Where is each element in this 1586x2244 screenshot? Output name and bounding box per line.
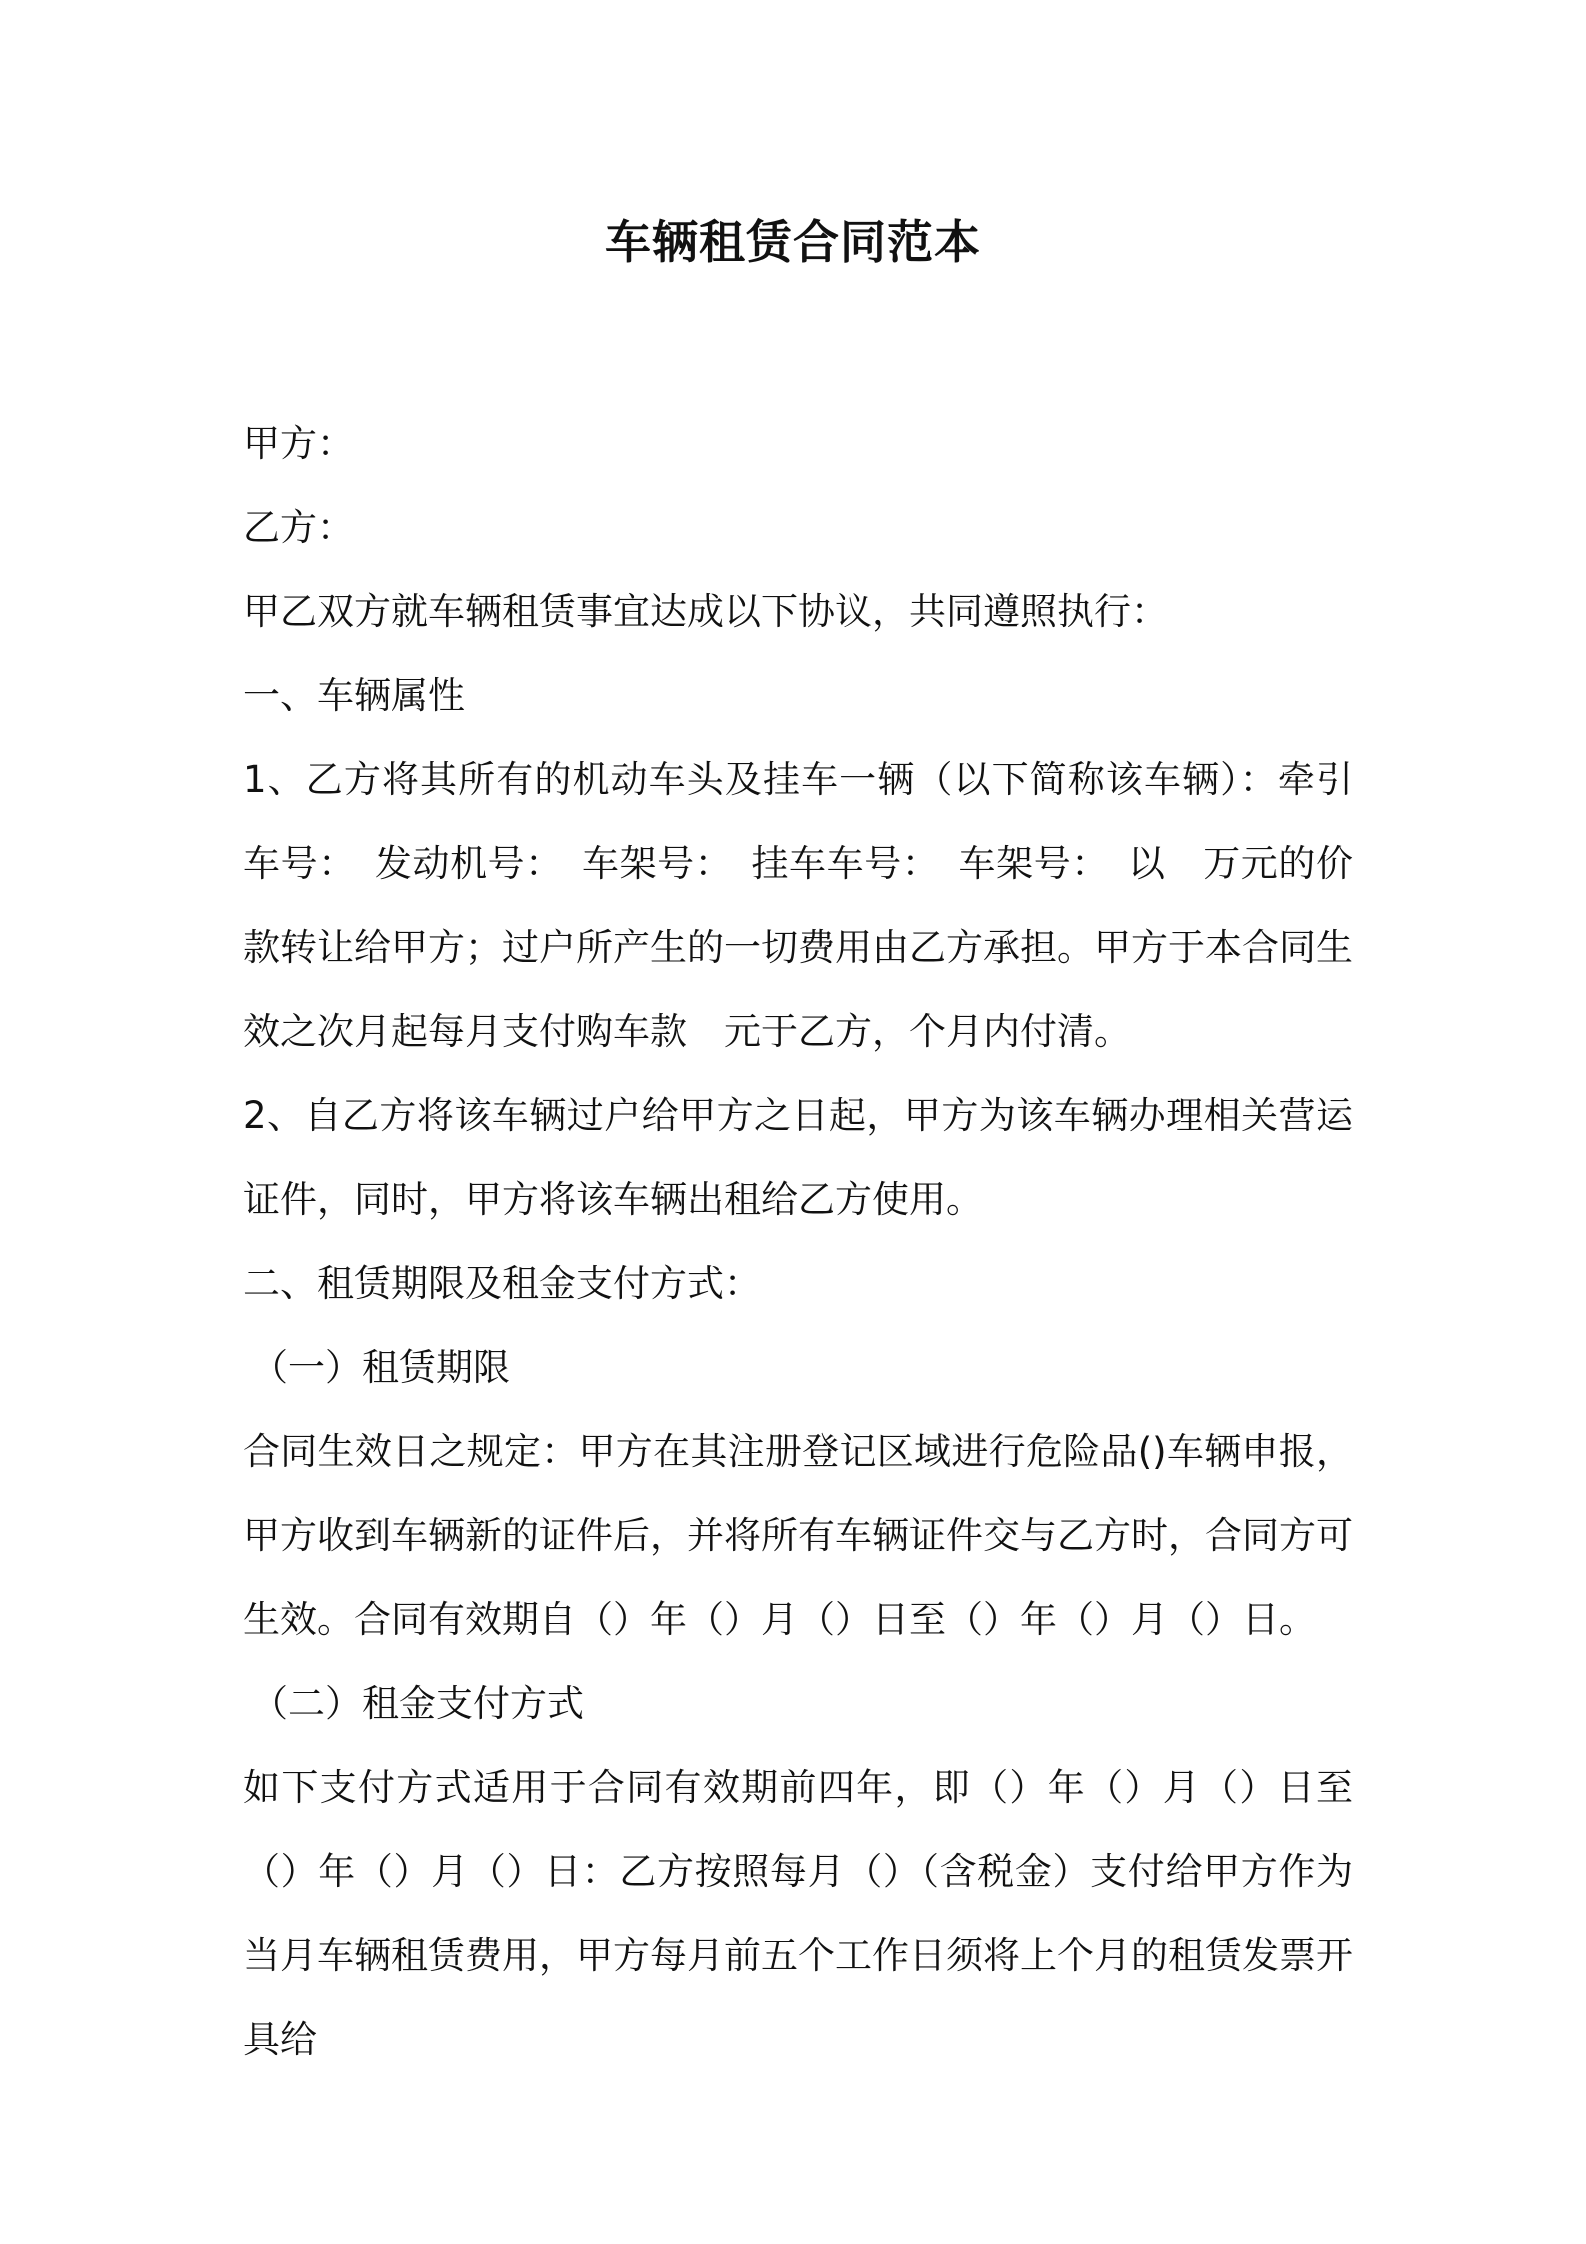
party-b-line: 乙方： xyxy=(243,506,354,549)
lease-term-clause: 合同生效日之规定：甲方在其注册登记区域进行危险品()车辆申报，甲方收到车辆新的证件后，并将所有车辆证件交与乙方时，合同方可生效。合同有效期自（）年（）月（）日至（）年（）月（）日。 xyxy=(243,1430,1353,1641)
section-heading-vehicle-attributes: 一、车辆属性 xyxy=(243,674,465,717)
subsection-heading-payment-method: （二）租金支付方式 xyxy=(251,1682,584,1725)
clause-1-vehicle-transfer: 1、乙方将其所有的机动车头及挂车一辆（以下简称该车辆）：牵引车号： 发动机号： 车架号： 挂车车号： 车架号： 以 万元的价款转让给甲方；过户所产生的一切费用由乙方承担。甲方于本合同生效之次月起每月支付购车款 元于乙方，个月内付清。 xyxy=(243,758,1353,1053)
section-heading-lease-term-payment: 二、租赁期限及租金支付方式： xyxy=(243,1262,761,1305)
subsection-heading-lease-term: （一）租赁期限 xyxy=(251,1346,510,1389)
document-body xyxy=(243,402,1353,2082)
payment-method-clause: 如下支付方式适用于合同有效期前四年，即（）年（）月（）日至（）年（）月（）日：乙方按照每月（）（含税金）支付给甲方作为当月车辆租赁费用，甲方每月前五个工作日须将上个月的租赁发票开具给 xyxy=(243,1766,1353,2061)
clause-2-registration-lease: 2、自乙方将该车辆过户给甲方之日起，甲方为该车辆办理相关营运证件，同时，甲方将该车辆出租给乙方使用。 xyxy=(243,1094,1353,1221)
agreement-intro: 甲乙双方就车辆租赁事宜达成以下协议，共同遵照执行： xyxy=(243,590,1168,633)
party-a-line: 甲方： xyxy=(243,422,354,465)
document-title: 车辆租赁合同范本 xyxy=(605,215,981,269)
